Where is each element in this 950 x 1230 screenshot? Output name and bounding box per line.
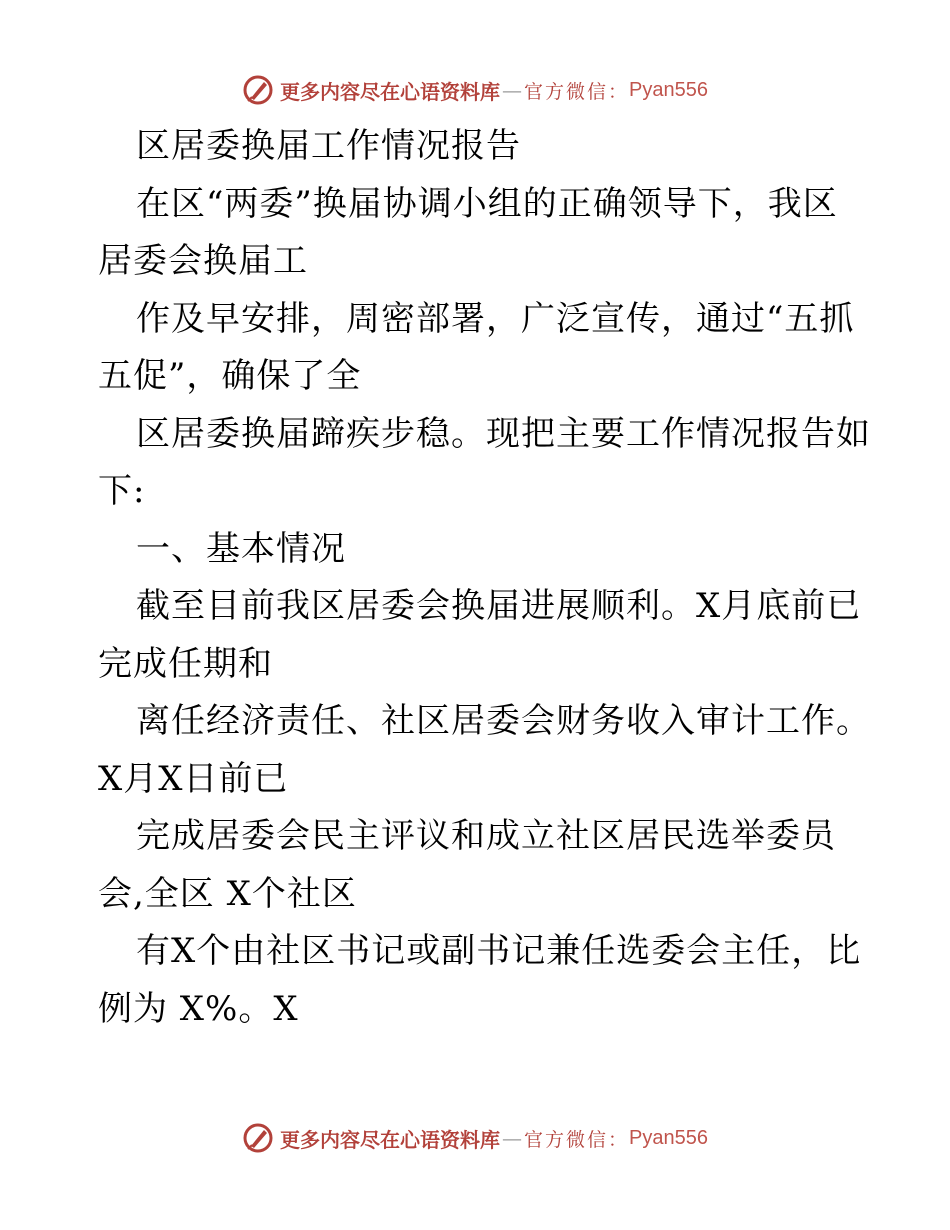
watermark-footer [0,1118,950,1158]
quill-circle-icon [242,1122,274,1154]
watermark-dash: — [502,1126,522,1150]
watermark-wechat-label: 官方微信： [524,80,630,103]
document-line: 区居委换届蹄疾步稳。现把主要工作情况报告如 [136,413,871,454]
document-line: 完成任期和 [98,643,273,684]
watermark-dash: — [502,78,522,102]
watermark-wechat-id: Pyan556 [629,1126,708,1149]
watermark-wechat-label: 官方微信： [524,1128,630,1151]
document-line: 例为 X%。X [98,988,299,1029]
document-line: 在区“两委”换届协调小组的正确领导下，我区 [136,183,838,224]
watermark-brand: 更多内容尽在心语资料库 [280,1127,500,1152]
document-title: 区居委换届工作情况报告 [136,126,521,166]
watermark-header [0,70,950,110]
document-line: X月X日前已 [98,758,289,799]
document-line: 会,全区 X个社区 [98,873,357,914]
document-line: 截至目前我区居委会换届进展顺利。X月底前已 [136,586,862,626]
document-line: 作及早安排，周密部署，广泛宣传，通过“五抓 [136,298,855,339]
watermark-wechat-id: Pyan556 [629,78,708,101]
document-line: 居委会换届工 [98,241,308,281]
watermark-brand: 更多内容尽在心语资料库 [280,79,500,104]
document-body [98,118,871,1038]
document-line: 一、基本情况 [136,528,346,569]
document-line: 完成居委会民主评议和成立社区居民选举委员 [136,816,836,856]
document-line: 离任经济责任、社区居委会财务收入审计工作。 [136,701,871,741]
document-line: 五促”，确保了全 [98,356,362,396]
document-line: 有X个由社区书记或副书记兼任选委会主任，比 [136,931,862,971]
document-line: 下: [98,471,146,511]
quill-circle-icon [242,74,274,106]
